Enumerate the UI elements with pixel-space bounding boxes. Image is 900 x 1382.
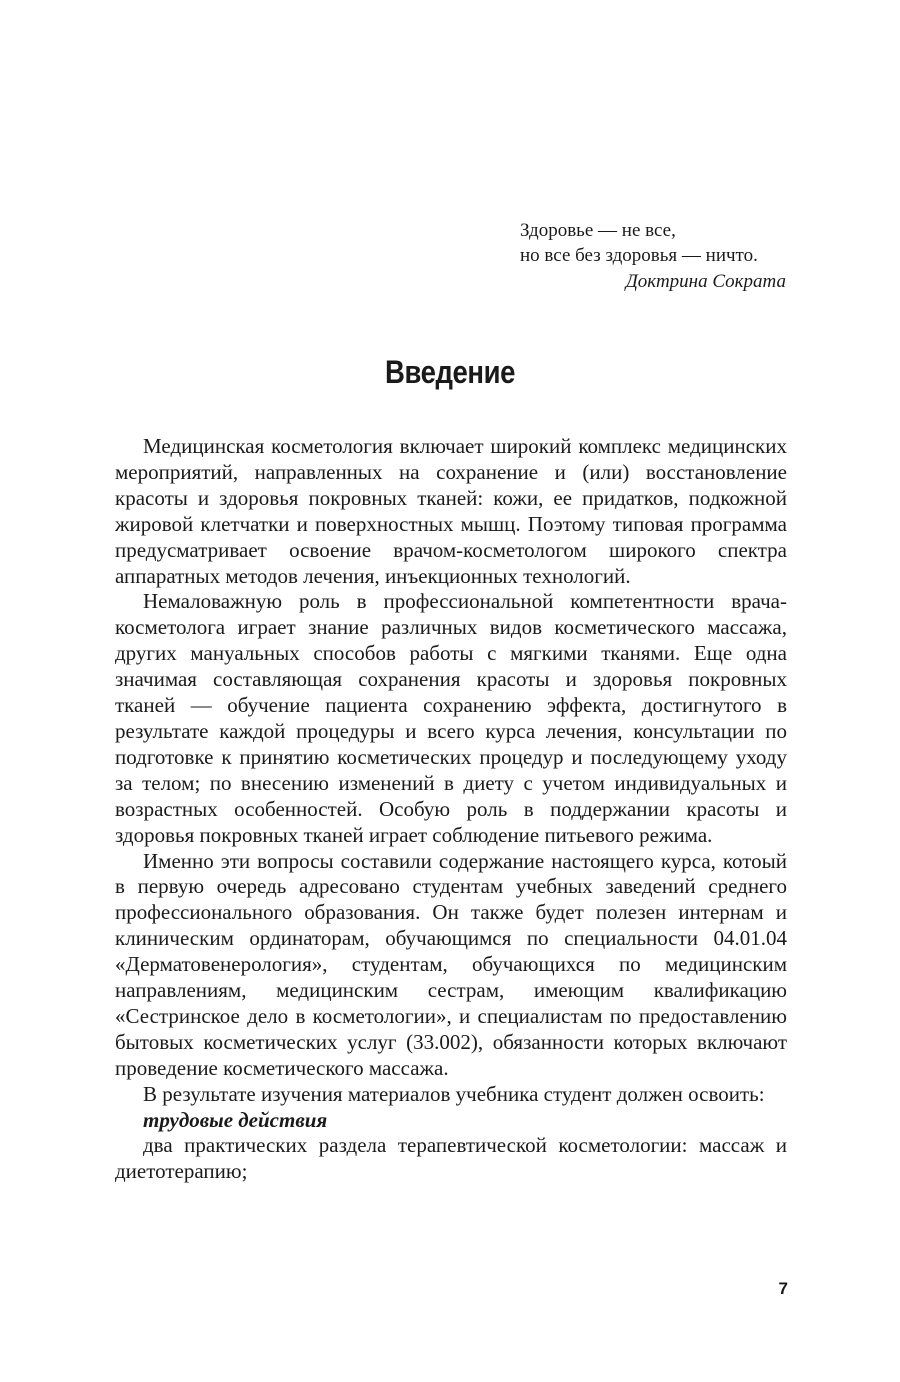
epigraph-author: Доктрина Сократа — [625, 271, 786, 292]
paragraph-3: Именно эти вопросы составили содержание настоящего курса, котоый в первую очередь адресовано студентам учебных заведений среднего профессионального образования. Он также будет полезен интернам и клиническим ординаторам, обучающимся по специальности 04.01.04 «Дерматовенерология», студентам, обучающихся по медицинским направлениям, медицинским сестрам, имеющим квалификацию «Сестринское дело в косметологии», и специалистам по предоставлению бытовых косметических услуг (33.002), обязанности которых включают проведение косметического массажа. — [115, 848, 787, 1080]
epigraph-line-1: Здоровье — не все, — [520, 220, 676, 241]
subheading-labor-actions: трудовые действия — [143, 1107, 328, 1132]
paragraph-2: Немаловажную роль в профессиональной компетентности врача-косметолога играет знание различных видов косметического массажа, других мануальных способов работы с мягкими тканями. Еще одна значимая составляющая сохранения красоты и здоровья покровных тканей — обучение пациента сохранению эффекта, достигнутого в результате каждой процедуры и всего курса лечения, консультации по подготовке к принятию косметических процедур и последующему уходу за телом; по внесению изменений в диету с учетом индивидуальных и возрастных особенностей. Особую роль в поддержании красоты и здоровья покровных тканей играет соблюдение питьевого режима. — [115, 589, 787, 847]
chapter-title: Введение — [385, 354, 515, 390]
page-number: 7 — [778, 1279, 788, 1298]
body-text — [115, 434, 787, 1185]
paragraph-1: Медицинская косметология включает широкий комплекс медицинских мероприятий, направленных на сохранение и (или) восстановление красоты и здоровья покровных тканей: кожи, ее придатков, подкожной жировой клетчатки и поверхностных мышц. Поэтому типовая программа предусматривает освоение врачом-косметологом широкого спектра аппаратных методов лечения, инъекционных технологий. — [115, 434, 787, 588]
paragraph-4: В результате изучения материалов учебника студент должен освоить: — [143, 1081, 765, 1106]
paragraph-5: два практических раздела терапевтической косметологии: массаж и диетотерапию; — [115, 1133, 787, 1184]
epigraph-line-2: но все без здоровья — ничто. — [520, 245, 758, 266]
epigraph — [520, 218, 800, 294]
